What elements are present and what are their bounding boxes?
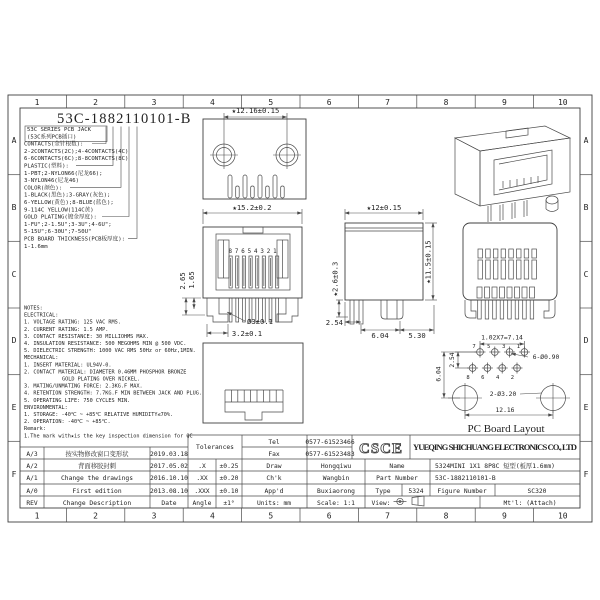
dim-leg-offset: 2.54 <box>325 318 343 327</box>
note-line: 2. OPERATION: -40℃ ~ +85℃. <box>24 419 111 426</box>
part-number-legend <box>24 111 192 250</box>
dim-mount-span: ★12.16±0.15 <box>231 106 280 115</box>
dim-side-height: ★11.5±0.15 <box>423 240 433 284</box>
part-name: 5324MINI 1X1 8P8C 短型(板厚1.6mm) <box>435 463 555 470</box>
tel-number: 0577-61523466 <box>305 439 355 446</box>
note-line: 2. CURRENT RATING: 1.5 AMP. <box>24 326 109 333</box>
rev-id: REV <box>26 500 38 507</box>
revision-table <box>26 449 188 507</box>
rear-view <box>463 223 557 319</box>
row-label: D <box>11 336 17 345</box>
row-label: F <box>11 470 17 479</box>
legend-line: CONTACTS(金针根数): <box>24 141 84 148</box>
col-label: 9 <box>501 98 507 107</box>
check-label: Ch'k <box>266 475 282 482</box>
legend-line: 1-1.6mm <box>24 243 48 250</box>
col-label: 7 <box>385 98 391 107</box>
col-label: 3 <box>151 511 157 521</box>
legend-line: 6-6CONTACTS(6C);8-8CONTACTS(8C) <box>24 156 129 163</box>
rev-date: 2017.05.02 <box>150 463 188 470</box>
rev-id: A/0 <box>26 488 38 495</box>
scale-field: Scale: 1:1 <box>317 500 355 507</box>
row-label: F <box>583 470 589 479</box>
tol-label: Angle <box>192 500 212 507</box>
dim-mount-span: 12.16 <box>495 407 515 414</box>
dim-leg-265: 2.65 <box>178 272 187 290</box>
col-label: 10 <box>557 98 568 107</box>
note-line: 2. CONTACT MATERIAL: DIAMETER 0.46MM PHOSPHOR BRONZE <box>24 369 187 376</box>
row-label: B <box>583 203 589 212</box>
note-line: 4. RETENTION STRENGTH: 7.7KG.F MIN BETWEEN JACK AND PLUG. <box>24 390 203 397</box>
bottom-view <box>203 106 306 199</box>
isometric-view <box>455 126 570 222</box>
dim-foot-width: 3.2±0.1 <box>231 329 263 338</box>
note-line: 5. OPERATING LIFE: 750 CYCLES MIN. <box>24 397 131 404</box>
rev-date: 2013.08.10 <box>150 488 188 495</box>
approval-block <box>265 463 356 495</box>
col-label: 8 <box>443 511 449 521</box>
pcb-layout <box>436 335 571 436</box>
note-line: ELECTRICAL: <box>24 312 59 319</box>
note-line: 1. STORAGE: -40℃ ~ +85℃ RELATIVE HUMIDITY≤70%. <box>24 412 174 418</box>
note-line: GOLD PLATING OVER NICKEL. <box>62 376 141 383</box>
rev-date: 2016.10.10 <box>150 475 188 482</box>
pin-label: 8 <box>466 375 470 381</box>
dim-mount-hole-dia: 2-Ø3.20 <box>489 391 517 398</box>
company-block <box>268 439 577 458</box>
dim-row-pitch: 2.54 <box>449 352 456 368</box>
rev-date: Date <box>161 500 177 507</box>
company-logo: CSCE <box>358 441 404 457</box>
legend-line: 1-FU";2-1.5U";3-3U";4-6U"; <box>24 221 112 228</box>
col-label: 5 <box>268 98 274 107</box>
note-line: 3. CONTACT RESISTANCE: 30 MILLIOHMS MAX. <box>24 333 149 340</box>
row-label: B <box>11 203 17 212</box>
dim-side-width: ★12±0.15 <box>366 203 402 212</box>
pcb-layout-caption: PC Board Layout <box>467 423 545 435</box>
col-label: 10 <box>557 511 568 521</box>
part-number-label: Part Number <box>376 475 418 482</box>
row-label: C <box>11 270 17 279</box>
note-line: MECHANICAL: <box>24 355 59 362</box>
rev-desc: Change the drawings <box>60 475 134 482</box>
pin-label: 7 <box>472 344 476 350</box>
title-block <box>20 435 580 508</box>
column-labels-top <box>35 98 568 107</box>
dim-post-dia: Ø3±0.1 <box>247 317 273 326</box>
note-line: 5. DIELECTRIC STRENGTH: 1000 VAC RMS 50Hz or 60Hz,1MIN. <box>24 348 196 355</box>
legend-line: 1-PBT;2-NYLON66(尼龙66); <box>24 170 103 177</box>
type-label: Type <box>375 488 391 495</box>
tol-label: .XX <box>196 475 208 482</box>
note-line: 4. INSULATION RESISTANCE: 500 MEGOHMS MIN @ 500 VDC. <box>24 341 187 347</box>
part-number-value: 53C-1882110101-B <box>435 475 496 482</box>
col-label: 2 <box>93 511 99 521</box>
row-label: E <box>583 403 589 412</box>
col-label: 4 <box>209 511 215 521</box>
col-label: 4 <box>209 98 215 107</box>
tolerance-table <box>193 444 239 507</box>
note-line: 1.The mark with★is the key inspection dimension for QC <box>24 433 193 440</box>
row-label: D <box>583 336 589 345</box>
note-line: Remark: <box>24 426 46 433</box>
row-label: C <box>583 270 589 279</box>
tel-label: Tel <box>268 439 280 446</box>
figure-number-value: SC320 <box>527 488 547 495</box>
dim-standoff: ★2.6±0.3 <box>330 261 340 297</box>
legend-line: GOLD PLATING(镀金厚度): <box>24 214 97 221</box>
note-line: 3. MATING/UNMATING FORCE: 2.3KG.F MAX. <box>24 383 143 390</box>
col-label: 1 <box>34 511 40 521</box>
pin-label: 4 <box>495 375 500 381</box>
legend-line: 3-NYLON46(尼龙46) <box>24 178 79 185</box>
dim-leg-165: 1.65 <box>187 271 196 289</box>
col-label: 7 <box>385 511 391 521</box>
top-view <box>203 343 303 423</box>
dim-body-width: ★15.2±0.2 <box>232 203 272 212</box>
tol-value: ±0.25 <box>219 463 239 470</box>
rev-id: A/2 <box>26 463 38 470</box>
view-label: View: <box>371 500 391 507</box>
tol-label: .X <box>198 463 206 470</box>
legend-line: 9-114C YELLOW(114C黄) <box>24 207 94 214</box>
approve-label: App'd <box>264 488 284 495</box>
legend-line: 6-YELLOW(黄色);8-BLUE(蓝色); <box>24 200 114 206</box>
fax-label: Fax <box>268 451 280 458</box>
contact-numbers: 87654321 <box>228 249 280 255</box>
pin-label: 3 <box>501 344 506 350</box>
col-label: 2 <box>93 98 99 107</box>
side-view <box>326 203 437 340</box>
col-label: 8 <box>443 98 449 107</box>
part-number-title: 53C-1882110101-B <box>57 111 192 127</box>
legend-line: PCB BOARD THICKNESS(PCB板厚度): <box>24 236 125 243</box>
dim-604: 6.04 <box>371 331 389 340</box>
rev-desc: Change Description <box>62 500 132 507</box>
rev-id: A/3 <box>26 451 38 458</box>
front-view <box>178 203 302 338</box>
approve-name: Buxiaorong <box>317 488 355 495</box>
row-label: E <box>11 403 17 412</box>
note-line: ENVIRONMENTAL: <box>24 404 68 411</box>
draw-label: Draw <box>266 463 282 470</box>
tol-value: ±1° <box>223 500 235 507</box>
legend-line: 2-2CONTACTS(2C);4-4CONTACTS(4C) <box>24 148 129 155</box>
dim-col-604: 6.04 <box>435 366 443 382</box>
col-label: 1 <box>34 98 40 107</box>
pin-label: 1 <box>516 344 521 350</box>
note-line: NOTES: <box>24 305 43 312</box>
fax-number: 0577-61523483 <box>305 451 355 458</box>
tolerances-title: Tolerances <box>196 444 234 451</box>
legend-line: PLASTIC(塑料): <box>24 163 69 170</box>
legend-line: (53C系列PCB插口) <box>27 134 77 141</box>
column-labels-bottom <box>35 512 568 521</box>
col-label: 5 <box>268 511 274 521</box>
figure-number-label: Figure Number <box>437 488 487 495</box>
pin-label: 6 <box>481 375 485 381</box>
draw-name: Hongqiwu <box>320 463 352 470</box>
dim-530: 5.30 <box>408 331 426 340</box>
rev-desc: First edition <box>72 488 122 495</box>
dim-pin-pitch: 1.02X7=7.14 <box>481 334 523 342</box>
type-value: 5324 <box>408 488 424 495</box>
material-field: Mt'l: (Attach) <box>503 500 557 507</box>
notes-block <box>24 306 202 440</box>
company-name: YUEQING SHICHUANG ELECTRONICS CO., LTD <box>413 442 577 452</box>
legend-line: 53C SERIES PCB JACK <box>27 127 91 133</box>
units-field: Units: mm <box>256 500 292 507</box>
tol-value: ±0.20 <box>219 475 239 482</box>
rev-date: 2019.03.18 <box>150 451 188 458</box>
name-label: Name <box>389 463 405 470</box>
col-label: 6 <box>326 511 332 521</box>
legend-line: 5-15U";6-30U";7-50U" <box>24 229 92 236</box>
note-line: 1. VOLTAGE RATING: 125 VAC RMS. <box>24 319 121 326</box>
projection-symbol-icon <box>394 496 425 506</box>
rev-id: A/1 <box>26 475 38 482</box>
col-label: 9 <box>501 511 507 521</box>
pin-label: 5 <box>487 344 491 350</box>
col-label: 6 <box>326 98 332 107</box>
row-label: A <box>583 136 589 145</box>
tol-label: .XXX <box>194 488 210 495</box>
check-name: Wangbin <box>322 475 350 482</box>
legend-line: 1-BLACK(黑色);3-GRAY(灰色); <box>24 192 111 199</box>
rev-desc: 背面移胶封刺 <box>78 463 116 470</box>
dim-small-hole-dia: 6-Ø0.90 <box>532 354 560 361</box>
rev-desc: 按实物修改窗口变形状 <box>65 451 129 458</box>
row-label: A <box>11 136 17 145</box>
pin-label: 2 <box>510 375 515 381</box>
note-line: 1. INSERT MATERIAL: UL94V-0. <box>24 362 112 369</box>
legend-line: COLOR(颜色): <box>24 185 63 192</box>
col-label: 3 <box>151 98 157 107</box>
tol-value: ±0.10 <box>219 488 239 495</box>
